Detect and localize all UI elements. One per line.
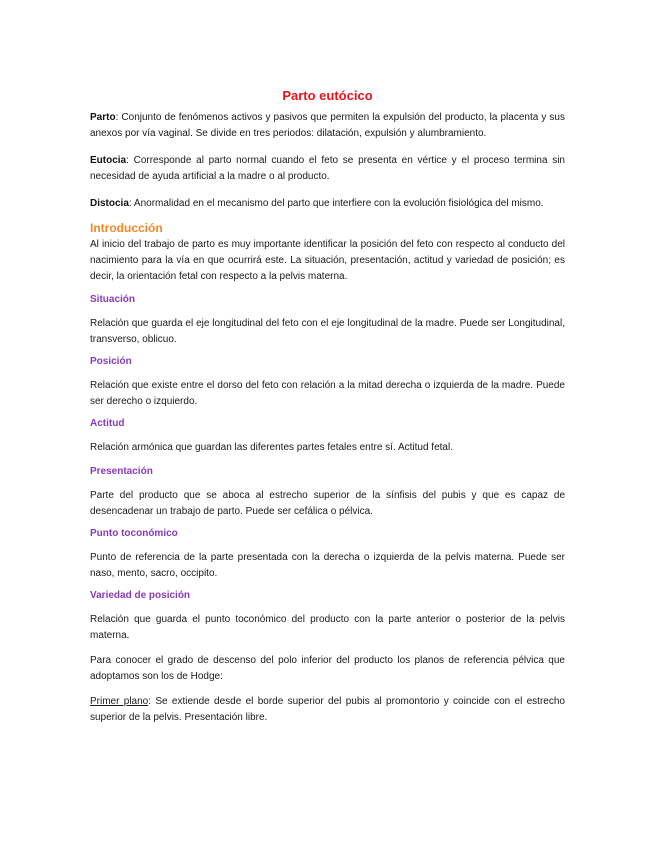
introduction-heading: Introducción xyxy=(90,221,163,235)
definition-parto xyxy=(90,110,565,142)
section-heading-situacion: Situación xyxy=(90,294,136,305)
section-heading-punto-toconomico: Punto toconómico xyxy=(90,528,178,539)
document-page xyxy=(90,88,565,726)
section-text-situacion: Relación que guarda el eje longitudinal del feto con el eje longitudinal de la madre. Puede ser Longitudinal, transverso, oblicuo. xyxy=(90,318,565,345)
section-heading-actitud: Actitud xyxy=(90,418,125,429)
definition-distocia xyxy=(90,196,565,212)
first-plane-label: Primer plano xyxy=(90,696,149,707)
definition-text: : Anormalidad en el mecanismo del parto que interfiere con la evolución fisiológica del mismo. xyxy=(128,198,544,209)
first-plane-paragraph xyxy=(90,694,565,726)
section-text-actitud: Relación armónica que guardan las diferentes partes fetales entre sí. Actitud fetal. xyxy=(90,442,453,453)
definition-text: : Corresponde al parto normal cuando el feto se presenta en vértice y el proceso termina sin necesidad de ayuda artificial a la madre o al producto. xyxy=(90,155,565,182)
first-plane-text: : Se extiende desde el borde superior del pubis al promontorio y coincide con el estrecho superior de la pelvis. Presentación libre. xyxy=(90,696,565,723)
section-text-posicion: Relación que existe entre el dorso del feto con relación a la mitad derecha o izquierda de la madre. Puede ser derecho o izquierdo. xyxy=(90,380,565,407)
section-heading-presentacion: Presentación xyxy=(90,466,153,477)
section-text-punto-toconomico: Punto de referencia de la parte presentada con la derecha o izquierda de la pelvis materna. Puede ser naso, mento, sacro, occipito. xyxy=(90,552,565,579)
definition-term: Distocia xyxy=(90,198,129,209)
definition-term: Parto xyxy=(90,112,116,123)
hodge-intro-text: Para conocer el grado de descenso del polo inferior del producto los planos de referencia pélvica que adoptamos son los de Hodge: xyxy=(90,655,565,682)
section-heading-variedad-posicion: Variedad de posición xyxy=(90,590,191,601)
section-heading-posicion: Posición xyxy=(90,356,132,367)
definition-term: Eutocia xyxy=(90,155,127,166)
definition-text: : Conjunto de fenómenos activos y pasivos que permiten la expulsión del producto, la placenta y sus anexos por vía vaginal. Se divide en tres periodos: dilatación, expulsión y alumbramiento. xyxy=(90,112,565,139)
page-title: Parto eutócico xyxy=(282,88,373,103)
section-text-presentacion: Parte del producto que se aboca al estrecho superior de la sínfisis del pubis y que es capaz de desencadenar un trabajo de parto. Puede ser cefálica o pélvica. xyxy=(90,490,565,517)
introduction-text: Al inicio del trabajo de parto es muy importante identificar la posición del feto con respecto al conducto del nacimiento para la vía en que ocurrirá este. La situación, presentación, actitud y variedad de posición; es decir, la orientación fetal con respecto a la pelvis materna. xyxy=(90,239,565,282)
section-text-variedad-posicion: Relación que guarda el punto toconómico del producto con la parte anterior o posterior de la pelvis materna. xyxy=(90,614,565,641)
definition-eutocia xyxy=(90,153,565,185)
